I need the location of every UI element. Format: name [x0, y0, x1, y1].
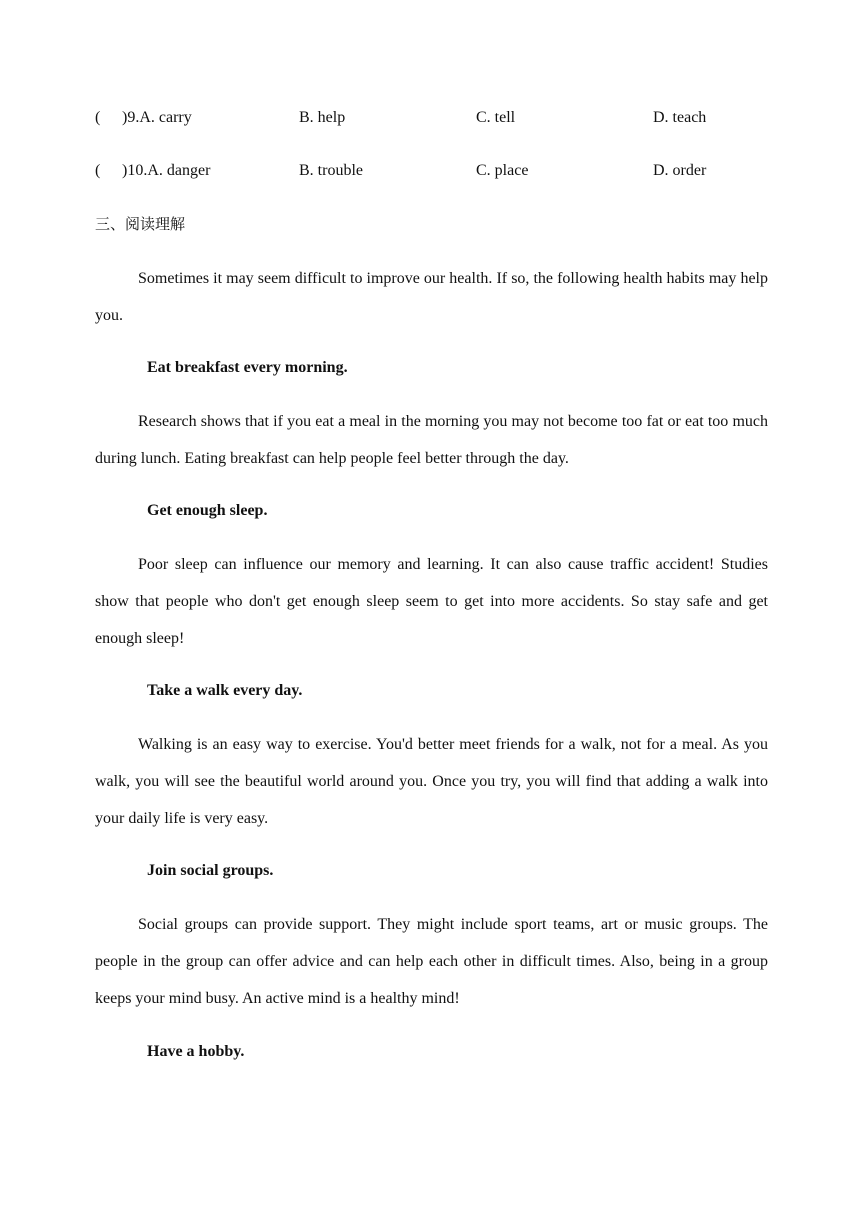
question-9-option-c: C. tell [476, 109, 516, 126]
question-10-option-a: )10.A. danger [122, 162, 211, 179]
habit-text-breakfast: Research shows that if you eat a meal in the morning you may not become too fat or eat too much during lunch. Eating breakfast can help people feel better through the day. [95, 413, 768, 467]
habit-text-sleep: Poor sleep can influence our memory and learning. It can also cause traffic accident! Studies show that people who don't get enough sleep seem to get into more accidents. So stay safe and get enough sleep! [95, 556, 768, 647]
question-9-row [95, 106, 775, 130]
question-10-row [95, 159, 775, 183]
answer-blank: ( [95, 109, 101, 126]
answer-blank: ( [95, 162, 101, 179]
question-10-option-b: B. trouble [299, 162, 363, 179]
question-9-option-d: D. teach [653, 109, 707, 126]
question-9-option-a: )9.A. carry [122, 109, 192, 126]
intro-paragraph: Sometimes it may seem difficult to improve our health. If so, the following health habits may help you. [95, 270, 768, 324]
habit-heading-breakfast: Eat breakfast every morning. [147, 359, 348, 376]
habit-text-social: Social groups can provide support. They might include sport teams, art or music groups. The people in the group can offer advice and can help each other in difficult times. Also, being in a group keeps your mind busy. An active mind is a healthy mind! [95, 916, 768, 1007]
habit-heading-sleep: Get enough sleep. [147, 502, 268, 519]
question-10-option-c: C. place [476, 162, 529, 179]
habit-heading-social: Join social groups. [147, 862, 274, 879]
section-title: 三、阅读理解 [95, 215, 186, 233]
habit-heading-hobby: Have a hobby. [147, 1043, 245, 1060]
habit-text-walk: Walking is an easy way to exercise. You'd better meet friends for a walk, not for a meal. As you walk, you will see the beautiful world around you. Once you try, you will find that adding a walk into your daily life is very easy. [95, 736, 768, 827]
question-10-option-d: D. order [653, 162, 707, 179]
question-9-option-b: B. help [299, 109, 346, 126]
habit-heading-walk: Take a walk every day. [147, 682, 303, 699]
